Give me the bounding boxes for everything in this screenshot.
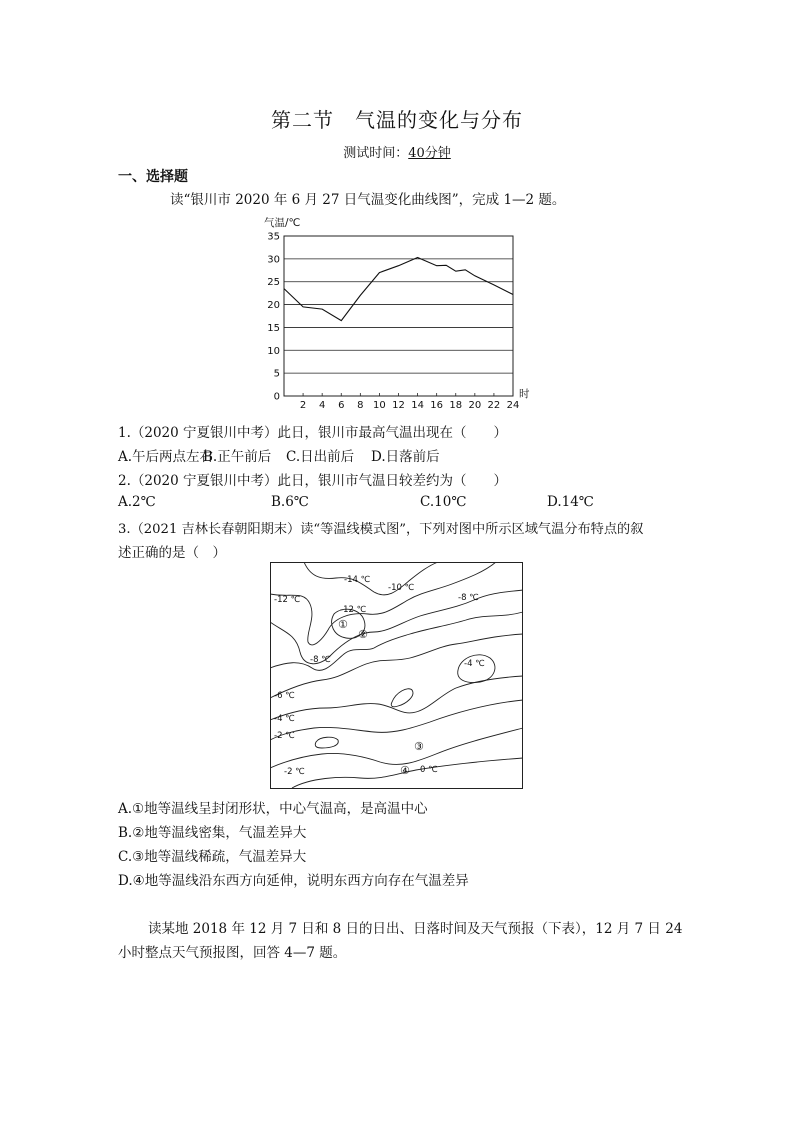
question-1-option-b: B.正午前后 — [203, 449, 272, 465]
y-axis-label: 气温/℃ — [264, 217, 301, 229]
question-3-option-a: A.①地等温线呈封闭形状，中心气温高，是高温中心 — [118, 801, 428, 817]
x-tick-label: 14 — [411, 400, 424, 411]
isotherm-label: -2 ℃ — [274, 731, 295, 741]
isotherm-label: -12 ℃ — [274, 595, 301, 605]
temperature-series-line — [284, 258, 513, 321]
x-axis-label: 时 — [519, 388, 530, 400]
isotherm-label: -8 ℃ — [458, 593, 479, 603]
x-tick-label: 20 — [468, 400, 482, 411]
isotherm-line-n12-west — [270, 562, 496, 645]
question-2-option-c: C.10℃ — [420, 494, 467, 510]
question-1-option-c: C.日出前后 — [286, 449, 355, 465]
x-tick-label: 12 — [392, 400, 405, 411]
isotherm-label: -6 ℃ — [274, 691, 295, 701]
intro-text-2-line1: 读某地 2018 年 12 月 7 日和 8 日的日出、日落时间及天气预报（下表），12 月 7 日 24 — [148, 921, 683, 937]
question-1-option-d: D.日落前后 — [371, 449, 440, 465]
y-tick-label: 35 — [267, 231, 280, 243]
test-time-value: 40分钟 — [408, 146, 451, 161]
question-2-option-d: D.14℃ — [547, 494, 594, 510]
x-tick-label: 8 — [357, 400, 364, 411]
x-tick-label: 16 — [430, 400, 444, 411]
marker-2: ② — [358, 628, 368, 641]
question-3-stem-line2: 述正确的是（ ） — [118, 545, 226, 561]
test-time — [0, 142, 794, 161]
isotherm-map — [270, 562, 524, 790]
x-tick-label: 10 — [373, 400, 386, 411]
y-tick-label: 30 — [267, 254, 280, 266]
isotherm-closed-small-a — [391, 689, 413, 707]
x-tick-label: 4 — [318, 400, 326, 411]
intro-text-1: 读“银川市 2020 年 6 月 27 日气温变化曲线图”，完成 1—2 题。 — [170, 192, 566, 208]
isotherm-label: -2 ℃ — [284, 767, 305, 777]
question-3-option-d: D.④地等温线沿东西方向延伸，说明东西方向存在气温差异 — [118, 873, 469, 889]
y-tick-label: 20 — [267, 300, 280, 312]
plot-frame — [284, 236, 513, 396]
temperature-chart — [255, 210, 545, 412]
marker-3: ③ — [414, 740, 424, 753]
intro-text-2-line2: 小时整点天气预报图，回答 4—7 题。 — [118, 945, 347, 961]
question-2-option-b: B.6℃ — [271, 494, 309, 510]
isotherm-label: -4 ℃ — [274, 714, 295, 724]
x-tick-label: 24 — [506, 400, 520, 411]
y-tick-label: 10 — [267, 345, 280, 357]
marker-1: ① — [338, 618, 348, 631]
y-tick-label: 0 — [273, 391, 280, 403]
y-tick-label: 5 — [273, 368, 280, 380]
isotherm-line-n2-b — [270, 728, 523, 768]
isotherm-closed-small-b — [315, 737, 338, 748]
marker-4: ④ — [400, 764, 410, 777]
question-3-stem-line1: 3.（2021 吉林长春朝阳期末）读“等温线模式图”，下列对图中所示区域气温分布特点的叙 — [118, 522, 644, 537]
x-tick-label: 6 — [338, 400, 345, 411]
x-tick-label: 18 — [449, 400, 463, 411]
isotherm-label: 0 ℃ — [420, 765, 438, 775]
question-1-stem: 1.（2020 宁夏银川中考）此日，银川市最高气温出现在（ ） — [118, 425, 508, 441]
isotherm-label: -8 ℃ — [310, 655, 331, 665]
section-heading: 一、选择题 — [118, 169, 188, 185]
isotherm-label: -10 ℃ — [388, 583, 415, 593]
isotherm-label: -4 ℃ — [464, 659, 485, 669]
x-tick-label: 2 — [299, 400, 307, 411]
isotherm-label: -12 ℃ — [340, 605, 367, 615]
x-tick-label: 22 — [487, 400, 501, 411]
y-tick-label: 25 — [267, 277, 280, 289]
isotherm-label: -14 ℃ — [344, 575, 371, 585]
y-tick-label: 15 — [267, 322, 280, 334]
page-title: 第二节 气温的变化与分布 — [271, 108, 523, 132]
test-time-label: 测试时间： — [343, 146, 409, 161]
question-3-option-b: B.②地等温线密集，气温差异大 — [118, 825, 307, 841]
question-2-stem: 2.（2020 宁夏银川中考）此日，银川市气温日较差约为（ ） — [118, 473, 508, 489]
question-1-option-a: A.午后两点左右 — [118, 449, 214, 465]
isotherm-line-n14 — [304, 562, 438, 595]
question-3-option-c: C.③地等温线稀疏，气温差异大 — [118, 849, 307, 865]
question-2-option-a: A.2℃ — [118, 494, 156, 510]
